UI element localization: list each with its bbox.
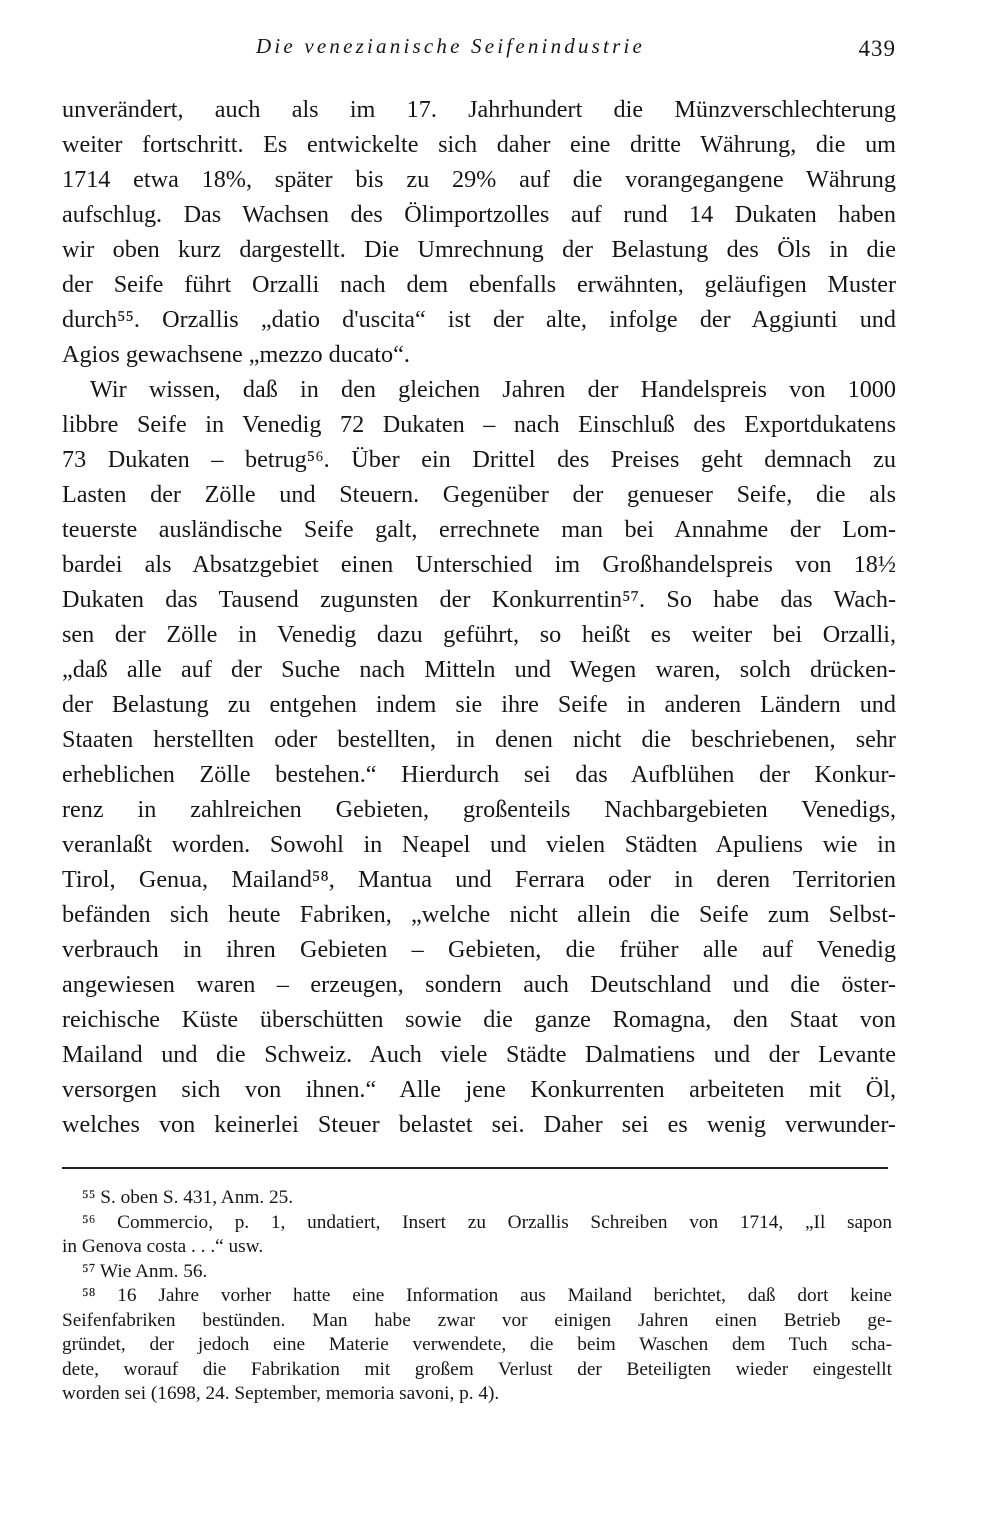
body-text [62, 92, 896, 1142]
text-line: Dukaten das Tausend zugunsten der Konkurrentin⁵⁷. So habe das Wach- [62, 586, 896, 613]
text-line: Agios gewachsene „mezzo ducato“. [62, 341, 410, 368]
footnote-line: ⁵⁵ S. oben S. 431, Anm. 25. [82, 1187, 294, 1208]
footnote-line: ⁵⁶ Commercio, p. 1, undatiert, Insert zu Orzallis Schreiben von 1714, „Il sapon [82, 1211, 892, 1233]
text-line: veranlaßt worden. Sowohl in Neapel und vielen Städten Apuliens wie in [62, 831, 896, 858]
footnote-line: ⁵⁷ Wie Anm. 56. [82, 1260, 208, 1282]
page-number: 439 [858, 36, 896, 61]
text-line: sen der Zölle in Venedig dazu geführt, so heißt es weiter bei Orzalli, [62, 621, 896, 648]
text-line: „daß alle auf der Suche nach Mitteln und Wegen waren, solch drücken- [62, 656, 896, 683]
text-line: befänden sich heute Fabriken, „welche nicht allein die Seife zum Selbst- [62, 901, 896, 928]
text-line: libbre Seife in Venedig 72 Dukaten – nach Einschluß des Exportdukatens [62, 411, 896, 438]
footnote-divider [62, 1167, 888, 1169]
footnotes [62, 1186, 892, 1407]
text-line: bardei als Absatzgebiet einen Unterschied im Großhandelspreis von 18½ [62, 551, 896, 578]
text-line: unverändert, auch als im 17. Jahrhundert die Münzverschlechterung [62, 96, 896, 123]
text-line: reichische Küste überschütten sowie die ganze Romagna, den Staat von [62, 1006, 896, 1033]
text-line: erheblichen Zölle bestehen.“ Hierdurch sei das Aufblühen der Konkur- [62, 761, 896, 788]
text-line: Wir wissen, daß in den gleichen Jahren der Handelspreis von 1000 [90, 376, 896, 403]
text-line: verbrauch in ihren Gebieten – Gebieten, die früher alle auf Venedig [62, 936, 896, 963]
text-line: welches von keinerlei Steuer belastet sei. Daher sei es wenig verwunder- [62, 1111, 896, 1138]
text-line: der Seife führt Orzalli nach dem ebenfalls erwähnten, geläufigen Muster [62, 271, 896, 298]
text-line: 73 Dukaten – betrug⁵⁶. Über ein Drittel des Preises geht demnach zu [62, 446, 896, 473]
text-line: weiter fortschritt. Es entwickelte sich daher eine dritte Währung, die um [62, 131, 896, 158]
footnote-line: dete, worauf die Fabrikation mit großem Verlust der Beteiligten wieder eingestellt [62, 1358, 892, 1380]
footnote-line: gründet, der jedoch eine Materie verwendete, die beim Waschen dem Tuch scha- [62, 1334, 892, 1355]
footnote-line: Seifenfabriken bestünden. Man habe zwar vor einigen Jahren einen Betrieb ge- [62, 1309, 892, 1331]
text-line: versorgen sich von ihnen.“ Alle jene Konkurrenten arbeiteten mit Öl, [62, 1076, 896, 1103]
text-line: aufschlug. Das Wachsen des Ölimportzolles auf rund 14 Dukaten haben [62, 201, 896, 228]
text-line: durch⁵⁵. Orzallis „datio d'uscita“ ist der alte, infolge der Aggiunti und [62, 306, 896, 333]
running-title: Die venezianische Seifenindustrie [256, 34, 646, 58]
footnote-line: ⁵⁸ 16 Jahre vorher hatte eine Information aus Mailand berichtet, daß dort keine [82, 1285, 892, 1306]
footnote-line: worden sei (1698, 24. September, memoria savoni, p. 4). [62, 1383, 500, 1404]
text-line: Staaten herstellten oder bestellten, in denen nicht die beschriebenen, sehr [62, 726, 896, 753]
text-line: Tirol, Genua, Mailand⁵⁸, Mantua und Ferrara oder in deren Territorien [62, 866, 896, 893]
text-line: renz in zahlreichen Gebieten, großenteils Nachbargebieten Venedigs, [62, 796, 896, 823]
text-line: 1714 etwa 18%, später bis zu 29% auf die vorangegangene Währung [62, 166, 896, 193]
text-line: wir oben kurz dargestellt. Die Umrechnung der Belastung des Öls in die [62, 236, 896, 263]
footnote-line: in Genova costa . . .“ usw. [62, 1236, 264, 1257]
text-line: Lasten der Zölle und Steuern. Gegenüber der genueser Seife, die als [62, 481, 896, 508]
text-line: teuerste ausländische Seife galt, errechnete man bei Annahme der Lom- [62, 516, 896, 543]
text-line: angewiesen waren – erzeugen, sondern auch Deutschland und die öster- [62, 971, 896, 998]
text-line: der Belastung zu entgehen indem sie ihre Seife in anderen Ländern und [62, 691, 896, 718]
text-line: Mailand und die Schweiz. Auch viele Städte Dalmatiens und der Levante [62, 1041, 896, 1068]
